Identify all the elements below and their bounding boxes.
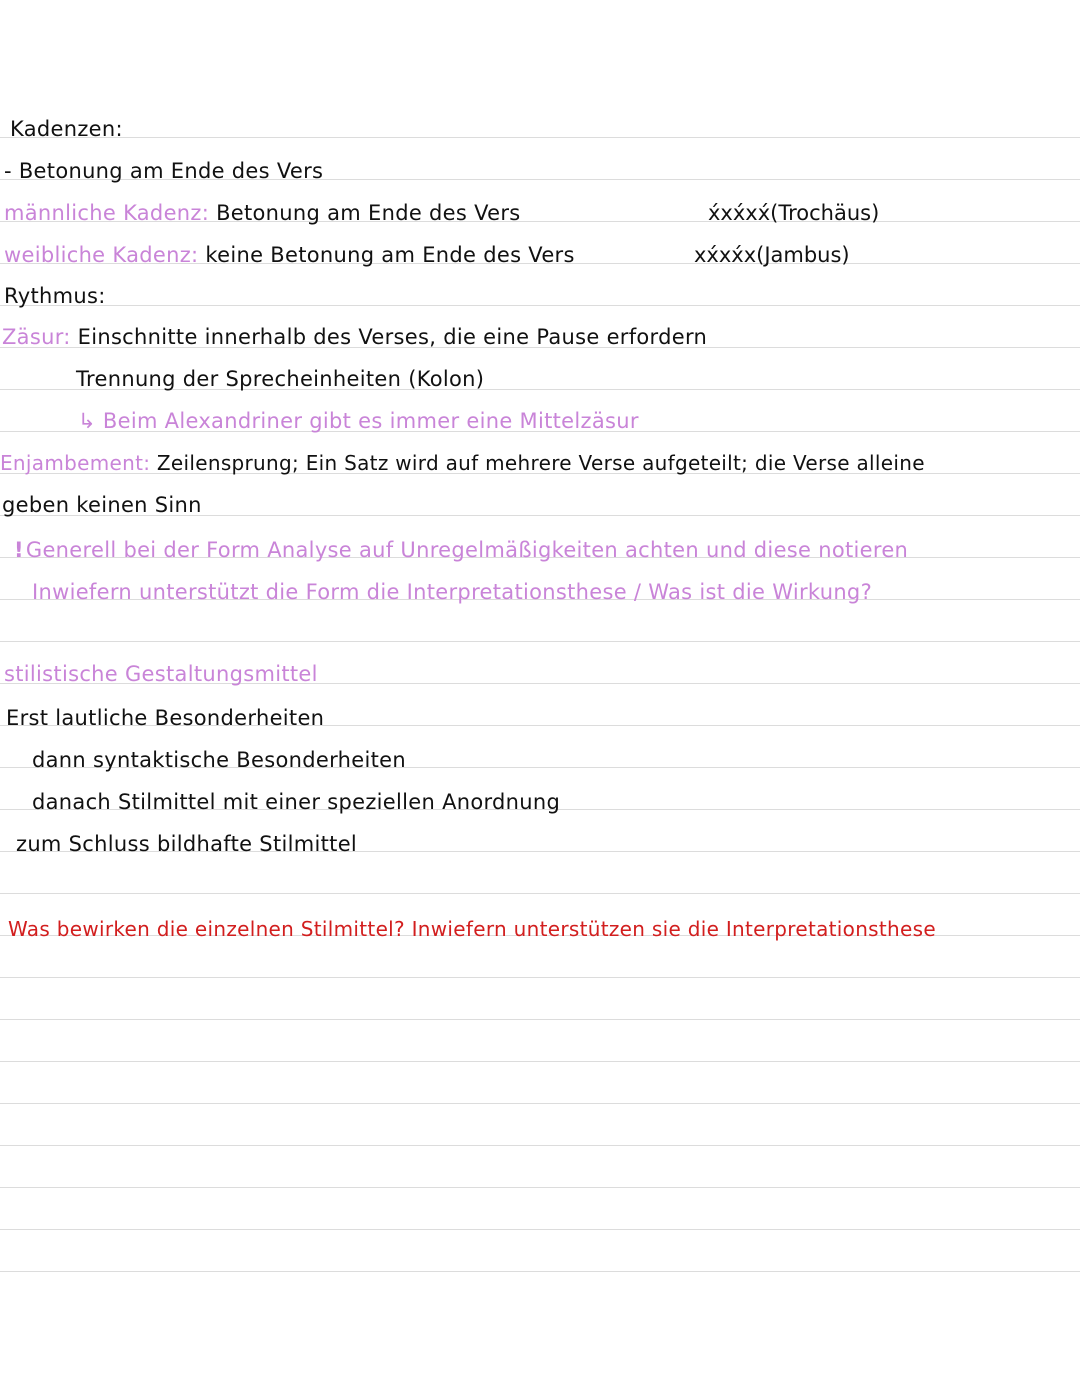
arrow-icon: ↳ — [78, 409, 96, 433]
stil-step-1: Erst lautliche Besonderheiten — [6, 706, 325, 730]
zaesur-note — [78, 408, 639, 434]
trochaeus-meter: x́xx́xx́(Trochäus) — [708, 201, 880, 225]
rule — [0, 1103, 1080, 1104]
stil-step-4: zum Schluss bildhafte Stilmittel — [16, 832, 358, 856]
rule — [0, 1019, 1080, 1020]
rule — [0, 1187, 1080, 1188]
kadenzen-definition: - Betonung am Ende des Vers — [4, 159, 324, 183]
rule — [0, 977, 1080, 978]
rule — [0, 641, 1080, 642]
rule — [0, 137, 1080, 138]
hint-line-2: Inwiefern unterstützt die Form die Interpretationsthese / Was ist die Wirkung? — [32, 580, 873, 604]
zaesur-row — [2, 324, 707, 350]
zaesur-line-2: Trennung der Sprecheinheiten (Kolon) — [76, 367, 485, 391]
stil-step-2: dann syntaktische Besonderheiten — [32, 748, 406, 772]
maennliche-kadenz-label: männliche Kadenz: — [4, 201, 210, 225]
hint-line-1-text: Generell bei der Form Analyse auf Unregelmäßigkeiten achten und diese notieren — [25, 538, 909, 562]
exclamation-icon: ! — [14, 538, 24, 562]
hint-line-1 — [14, 537, 908, 563]
weibliche-kadenz-row — [4, 242, 575, 268]
wirkung-question: Was bewirken die einzelnen Stilmittel? Inwiefern unterstützen sie die Interpretationsthese — [8, 917, 936, 941]
stil-step-3: danach Stilmittel mit einer speziellen Anordnung — [32, 790, 561, 814]
rule — [0, 893, 1080, 894]
rule — [0, 305, 1080, 306]
enjambement-text: Zeilensprung; Ein Satz wird auf mehrere Verse aufgeteilt; die Verse alleine — [150, 451, 925, 475]
jambus-meter: xx́xx́x(Jambus) — [694, 243, 850, 267]
rule — [0, 1061, 1080, 1062]
enjambement-row — [0, 450, 925, 476]
zaesur-note-text: Beim Alexandriner gibt es immer eine Mittelzäsur — [102, 409, 639, 433]
zaesur-text: Einschnitte innerhalb des Verses, die eine Pause erfordern — [70, 325, 708, 349]
zaesur-label: Zäsur: — [2, 325, 71, 349]
kadenzen-heading: Kadenzen: — [10, 117, 123, 141]
maennliche-kadenz-row — [4, 200, 521, 226]
weibliche-kadenz-label: weibliche Kadenz: — [4, 243, 199, 267]
rythmus-heading: Rythmus: — [4, 284, 106, 308]
rule — [0, 1229, 1080, 1230]
enjambement-line-2: geben keinen Sinn — [2, 493, 202, 517]
rule — [0, 1271, 1080, 1272]
enjambement-label: Enjambement: — [0, 451, 151, 475]
rule — [0, 1145, 1080, 1146]
maennliche-kadenz-text: Betonung am Ende des Vers — [209, 201, 521, 225]
weibliche-kadenz-text: keine Betonung am Ende des Vers — [198, 243, 575, 267]
stil-heading: stilistische Gestaltungsmittel — [4, 662, 318, 686]
